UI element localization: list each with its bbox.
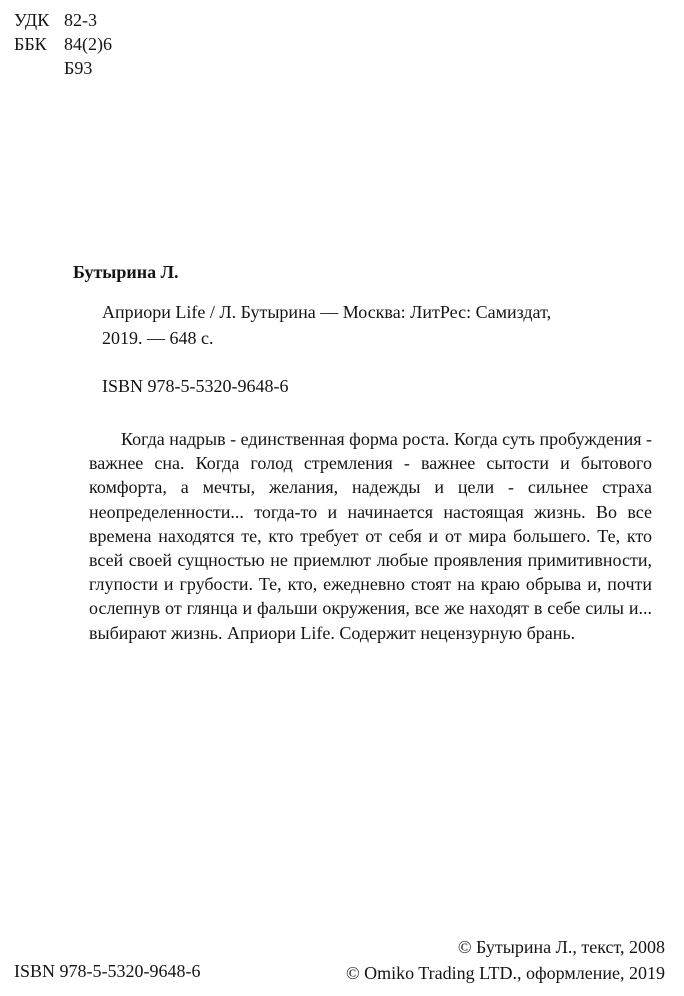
bibliographic-description	[102, 299, 612, 351]
bibliographic-line-1: Априори Life / Л. Бутырина — Москва: ЛитРес: Самиздат,	[102, 302, 552, 322]
isbn: ISBN 978-5-5320-9648-6	[102, 376, 289, 396]
author-heading: Бутырина Л.	[73, 262, 179, 282]
bbk-label: ББК	[14, 34, 47, 54]
udk-label: УДК	[14, 10, 50, 30]
bibliographic-line-2: 2019. — 648 с.	[102, 328, 214, 348]
classification-codes	[14, 8, 112, 80]
footer-isbn: ISBN 978-5-5320-9648-6	[14, 961, 201, 981]
copyright-text-line: © Бутырина Л., текст, 2008	[457, 937, 665, 957]
bbk-row	[14, 32, 112, 56]
bbk-value: 84(2)6	[64, 34, 112, 54]
copyright-block	[346, 934, 665, 986]
annotation-paragraph: Когда надрыв - единственная форма роста. Когда суть пробуждения - важнее сна. Когда голод стремления - важнее сытости и бытового комфорта, а мечты, желания, надежды и цели - сильнее страха неопределенности... тогда-то и начинается настоящая жизнь. Во все времена находятся те, кто требует от себя и от мира большего. Те, кто всей своей сущностью не приемлют любые проявления примитивности, глупости и грубости. Те, кто, ежедневно стоят на краю обрыва и, почти ослепнув от глянца и фальши окружения, все же находят в себе силы и... выбирают жизнь. Априори Life. Содержит нецензурную брань.	[89, 429, 652, 643]
udk-value: 82-3	[64, 10, 97, 30]
udk-row	[14, 8, 112, 32]
author-mark-row	[14, 56, 112, 80]
copyright-design-line: © Omiko Trading LTD., оформление, 2019	[345, 963, 665, 983]
author-mark-value: Б93	[64, 58, 93, 78]
author-mark-label	[14, 56, 64, 80]
